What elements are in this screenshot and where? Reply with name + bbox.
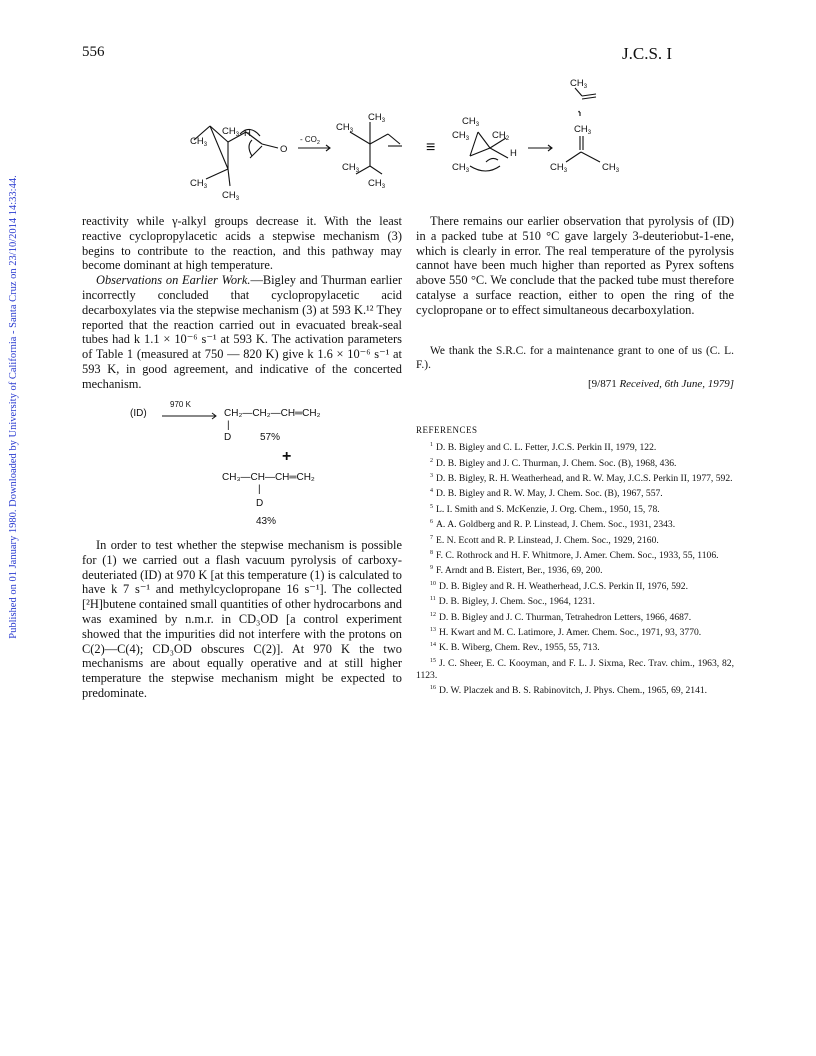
h-label: H (244, 128, 251, 139)
svg-text:CH3: $CH_3$ (222, 190, 240, 202)
reference-item (416, 578, 734, 593)
received-date: 6th June, 1979] (664, 378, 734, 390)
reference-item (416, 547, 734, 562)
left-column-bottom (82, 538, 402, 701)
reference-number: 3 (430, 472, 433, 479)
plus-sign: + (282, 448, 292, 465)
reference-item (416, 655, 734, 683)
reference-item (416, 439, 734, 454)
svg-text:CH3: $CH_3$ (462, 116, 480, 128)
reference-item (416, 470, 734, 485)
reference-number: 13 (430, 626, 436, 633)
reaction-arrow (162, 412, 220, 420)
reference-text: D. B. Bigley and J. C. Thurman, J. Chem. Soc. (B), 1968, 436. (436, 457, 677, 469)
product1-percent: 57% (260, 432, 281, 443)
svg-text:CH2: $CH_2$ (492, 130, 510, 142)
reference-item (416, 532, 734, 547)
reference-item (416, 501, 734, 516)
reference-number: 10 (430, 580, 436, 587)
reference-text: F. C. Rothrock and H. F. Whitmore, J. Amer. Chem. Soc., 1933, 55, 1106. (436, 550, 719, 562)
reference-number: 12 (430, 611, 436, 618)
reference-item (416, 485, 734, 500)
reference-text: D. B. Bigley and J. C. Thurman, Tetrahedron Letters, 1966, 4687. (439, 611, 692, 623)
svg-text:O: O (280, 144, 288, 155)
references-heading: REFERENCES (416, 425, 478, 435)
earlier-work-heading: Observations on Earlier Work. (96, 273, 251, 288)
product1-d: D (224, 432, 232, 443)
svg-text:CH3: $CH_3$ (452, 130, 470, 142)
svg-text:CH3: $CH_3$ (550, 162, 568, 174)
reference-item (416, 593, 734, 608)
page-number: 556 (82, 44, 105, 60)
reference-item (416, 624, 734, 639)
reference-number: 15 (430, 657, 436, 664)
acknowledgement: We thank the S.R.C. for a maintenance grant to one of us (C. L. F.). (416, 345, 734, 371)
right-column-top (416, 214, 734, 318)
earlier-work-body: —Bigley and Thurman earlier incorrectly concluded that cyclopropylacetic acid decarboxylates via the stepwise mechanism (3) at 593 K.¹² They reported that the reaction carried out in evacuated break-seal tubes had k 1.1 × 10⁻⁶ s⁻¹ at 593 K. The activation parameters of Table 1 (measured at 750 — 820 K) give k 1.6 × 10⁻⁶ s⁻¹ at 593 K, in good agreement, and indicative of the concerted mechanism. (82, 273, 402, 391)
reference-number: 11 (430, 596, 436, 603)
references-list (416, 439, 734, 697)
svg-text:CH3: $CH_3$ (368, 178, 386, 190)
svg-text:- CO2: - $CO_2$ (300, 135, 320, 146)
reference-number: 1 (430, 442, 433, 449)
reference-number: 2 (430, 457, 433, 464)
reference-item (416, 516, 734, 531)
reference-item (416, 682, 734, 697)
reference-number: 14 (430, 642, 436, 649)
journal-header: J.C.S. I (622, 44, 673, 63)
svg-text:CH3: $CH_3$ (190, 136, 208, 148)
provenance-sidebar: Published on 01 January 1980. Downloaded by University of California - Santa Cruz on 23/10/2014 14:33:44. (8, 175, 19, 639)
svg-text:CH3: $CH_3$ (452, 162, 470, 174)
svg-text:CH3: $CH_3$ (602, 162, 620, 174)
svg-text:CH3: $CH_3$ (222, 126, 240, 138)
reference-item (416, 609, 734, 624)
reference-number: 7 (430, 534, 433, 541)
svg-text:•: • (578, 110, 581, 116)
reference-text: D. B. Bigley, J. Chem. Soc., 1964, 1231. (438, 596, 595, 608)
reference-text: H. Kwart and M. C. Latimore, J. Amer. Chem. Soc., 1971, 93, 3770. (439, 627, 702, 639)
reference-text: D. B. Bigley and R. H. Weatherhead, J.C.S. Perkin II, 1976, 592. (439, 580, 688, 592)
reference-number: 5 (430, 503, 433, 510)
reaction-scheme (170, 74, 690, 214)
reference-text: F. Arndt and B. Eistert, Ber., 1936, 69, 200. (436, 565, 603, 577)
reaction-equation (130, 400, 390, 534)
svg-text:CH3: $CH_3$ (336, 122, 354, 134)
references-section (416, 424, 734, 698)
reference-item (416, 639, 734, 654)
reference-text: J. C. Sheer, E. C. Kooyman, and F. L. J. Sixma, Rec. Trav. chim., 1963, 82, 1123. (416, 657, 734, 682)
reference-item (416, 455, 734, 470)
svg-text:CH3: $CH_3$ (190, 178, 208, 190)
reference-text: K. B. Wiberg, Chem. Rev., 1955, 55, 713. (439, 642, 600, 654)
product2-d: D (256, 498, 264, 509)
reference-item (416, 562, 734, 577)
reference-text: E. N. Ecott and R. P. Linstead, J. Chem. Soc., 1929, 2160. (436, 534, 659, 546)
reference-text: D. W. Placzek and B. S. Rabinovitch, J. Phys. Chem., 1965, 69, 2141. (439, 685, 708, 697)
svg-text:CH3: $CH_3$ (342, 162, 360, 174)
reference-number: 16 (430, 685, 436, 692)
reference-number: 9 (430, 565, 433, 572)
reactant-label: (ID) (130, 408, 147, 419)
received-label: Received, (619, 378, 662, 390)
svg-text:CH3: $CH_3$ (570, 78, 588, 90)
svg-text:CH3: $CH_3$ (368, 112, 386, 124)
product1-formula: CH₂—CH₂—CH═CH₂ (224, 408, 321, 419)
reference-number: 8 (430, 549, 433, 556)
svg-text:≡: ≡ (426, 139, 436, 156)
reference-text: D. B. Bigley and R. W. May, J. Chem. Soc. (B), 1967, 557. (436, 488, 663, 500)
paragraph-earlier-observation: There remains our earlier observation that pyrolysis of (ID) in a packed tube at 510 °C gave largely 3-deuteriobut-1-ene, which is clearly in error. The real temperature of the pyrolysis cannot have been much higher than reported as Pyrex softens above 550 °C. We conclude that the packed tube must therefore catalyse a surface reaction, either to open the ring of the cyclopropane or to effect simultaneous decarboxylation. (416, 214, 734, 317)
received-code: [9/871 (587, 378, 617, 390)
temperature-label: 970 K (170, 400, 191, 409)
paragraph-flash-pyrolysis: In order to test whether the stepwise mechanism is possible for (1) we carried out a flash vacuum pyrolysis of carboxy-deuteriated (ID) at 970 K [at this temperature (1) is calculated to have k 7 s⁻¹ and methylcyclopropane 16 s⁻¹]. The collected [²H]butene contained small quantities of other hydrocarbons and was examined by n.m.r. in CD₃OD [a control experiment showed that the impurities did not interfere with the protons on C(2)—C(4); CD₃OD obscures C(2)]. At 970 K the two mechanisms are about equally operative and at still higher temperature the stepwise mechanism might be expected to predominate. (82, 538, 402, 700)
paragraph-reactivity: reactivity while γ-alkyl groups decrease it. With the least reactive cyclopropylacetic acids a stepwise mechanism (3) begins to contribute to the reaction, and this pathway may become dominant at high temperature. (82, 214, 402, 273)
reference-text: D. B. Bigley and C. L. Fetter, J.C.S. Perkin II, 1979, 122. (436, 442, 657, 454)
product2-formula: CH₃—CH—CH═CH₂ (222, 472, 315, 483)
left-column-top (82, 214, 402, 392)
paragraph-earlier-work (82, 273, 402, 391)
reference-text: A. A. Goldberg and R. P. Linstead, J. Chem. Soc., 1931, 2343. (436, 519, 676, 531)
reference-number: 4 (430, 488, 433, 495)
reference-text: D. B. Bigley, R. H. Weatherhead, and R. W. May, J.C.S. Perkin II, 1977, 592. (436, 473, 733, 485)
product2-bond: | (258, 484, 261, 495)
reference-text: L. I. Smith and S. McKenzie, J. Org. Chem., 1950, 15, 78. (436, 503, 660, 515)
svg-text:CH3: $CH_3$ (574, 124, 592, 136)
product1-bond: | (227, 420, 230, 431)
reference-number: 6 (430, 519, 433, 526)
svg-text:H: H (510, 148, 517, 159)
received-line (416, 378, 734, 390)
product2-percent: 43% (256, 516, 277, 527)
